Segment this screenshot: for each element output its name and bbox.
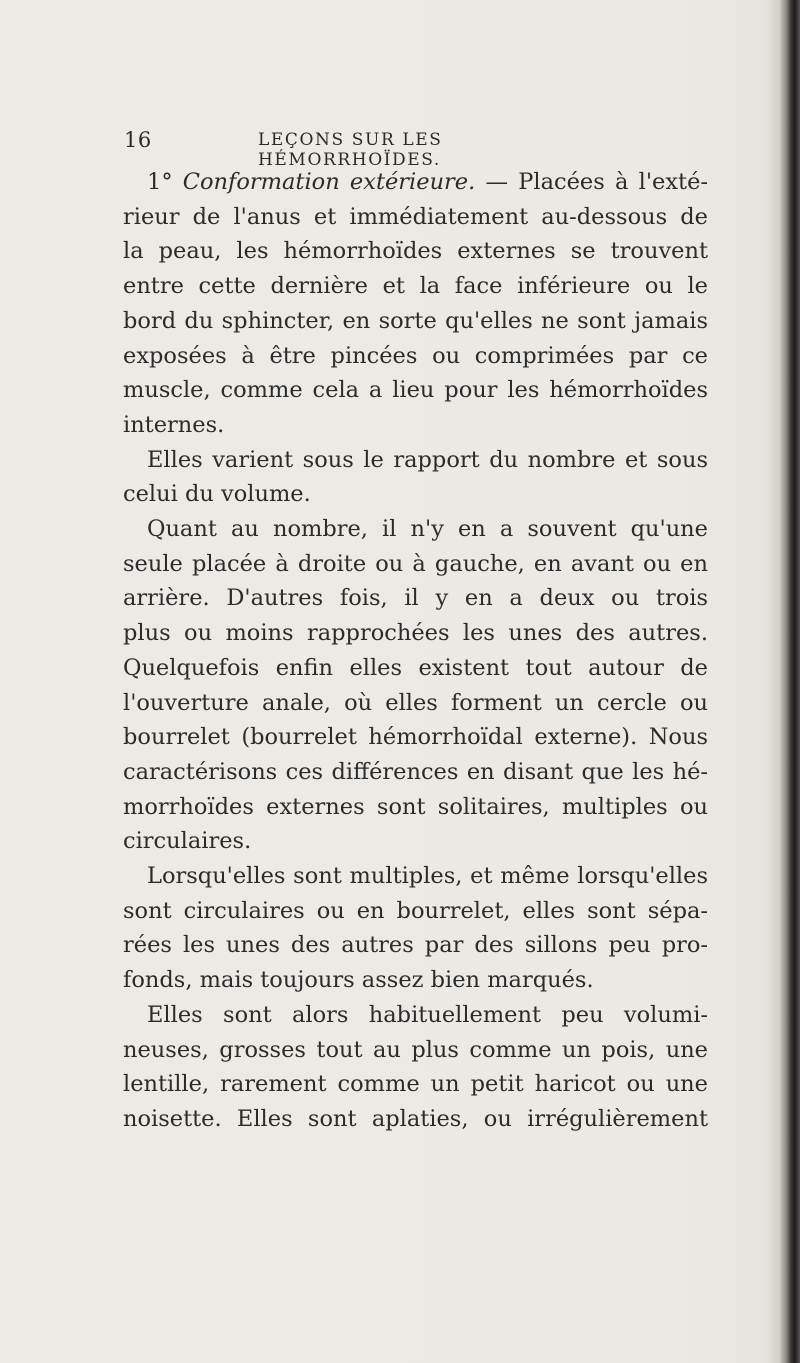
paragraph-1 [123,165,708,443]
text-line: celui du volume. [123,481,311,508]
section-heading: Conformation extérieure. [182,169,476,195]
page-edge-shadow [768,0,780,1363]
text-line: circulaires. [123,828,252,855]
paragraph-2 [123,443,708,512]
text-line: Lorsqu'elles sont multiples, et même lorsqu'elles [147,863,708,890]
page-header [118,128,618,170]
text-line: Elles varient sous le rapport du nombre et sous [147,446,708,473]
text-line: internes. [123,411,225,438]
running-title: LEÇONS SUR LES HÉMORRHOÏDES. [258,130,443,170]
text-line: rées les unes des autres par des sillons peu pro- [123,932,708,959]
paragraph-4 [123,859,708,998]
text-line: seule placée à droite ou à gauche, en avant ou en [123,550,708,577]
text-line: neuses, grosses tout au plus comme un pois, une [123,1036,708,1063]
text-line: lentille, rarement comme un petit haricot ou une [123,1071,708,1098]
paragraph-5 [123,998,708,1137]
text-line [123,165,708,200]
text-line: exposées à être pincées ou comprimées par ce [123,342,708,369]
paragraph-3 [123,512,708,859]
text-line: bord du sphincter, en sorte qu'elles ne sont jamais [123,307,708,334]
page-number: 16 [124,128,152,152]
text-line: arrière. D'autres fois, il y en a deux ou trois [123,585,708,612]
section-number: 1° [147,169,183,195]
text-line: Quelquefois enfin elles existent tout autour de [123,654,708,681]
text-line: rieur de l'anus et immédiatement au-dessous de [123,203,708,230]
text-line: sont circulaires ou en bourrelet, elles sont sépa- [123,897,708,924]
text-line: bourrelet (bourrelet hémorrhoïdal externe). Nous [123,724,708,751]
text-line: muscle, comme cela a lieu pour les hémorrhoïdes [123,377,708,404]
text-line: Quant au nombre, il n'y en a souvent qu'une [147,516,708,543]
text-line-rest: — Placées à l'exté- [475,169,708,195]
text-line: Elles sont alors habituellement peu volumi- [147,1001,708,1028]
text-line: caractérisons ces différences en disant que les hé- [123,758,708,785]
text-line: fonds, mais toujours assez bien marqués. [123,967,594,994]
body-text [123,165,708,1137]
text-line: la peau, les hémorrhoïdes externes se trouvent [123,238,708,265]
text-line: morrhoïdes externes sont solitaires, multiples ou [123,793,708,820]
book-spine-edge [780,0,800,1363]
text-line: l'ouverture anale, où elles forment un cercle ou [123,689,708,716]
text-line: noisette. Elles sont aplaties, ou irrégulièrement [123,1105,708,1132]
text-line: plus ou moins rapprochées les unes des autres. [123,620,708,647]
text-line: entre cette dernière et la face inférieure ou le [123,273,708,300]
